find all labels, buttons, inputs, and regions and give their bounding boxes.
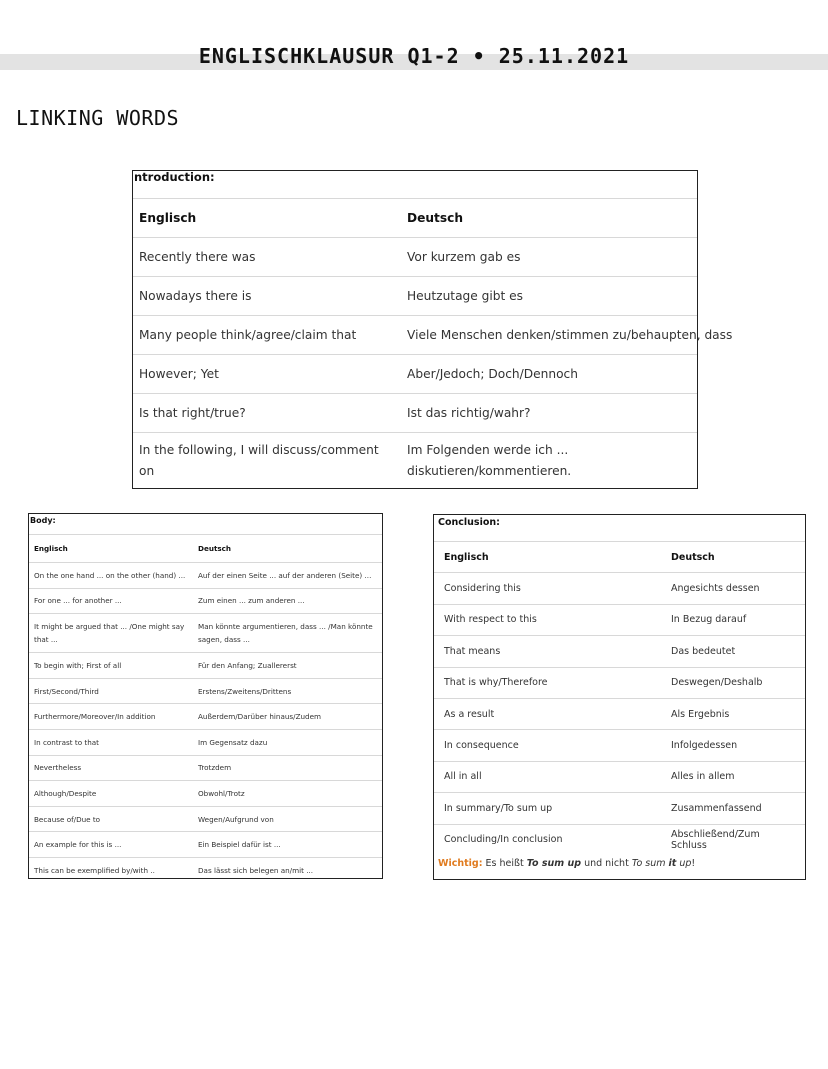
body-table-box [28, 513, 383, 879]
important-note [434, 855, 805, 869]
cell-english: First/Second/Third [29, 678, 193, 704]
note-wrong-phrase-end: up [676, 857, 692, 869]
cell-english: Although/Despite [29, 781, 193, 807]
cell-german: Zusammenfassend [661, 793, 805, 824]
cell-english: In the following, I will discuss/comment on [133, 433, 401, 489]
cell-german: Obwohl/Trotz [193, 781, 382, 807]
cell-english: This can be exemplified by/with .. [29, 857, 193, 882]
note-text: Es heißt [482, 857, 527, 869]
table-row [133, 355, 697, 394]
cell-german: Das lässt sich belegen an/mit ... [193, 857, 382, 882]
conclusion-table-box [433, 514, 806, 880]
introduction-title: ntroduction: [134, 170, 215, 184]
cell-english: Nowadays there is [133, 277, 401, 316]
table-row [29, 563, 382, 589]
cell-english: An example for this is ... [29, 832, 193, 858]
cell-german: Außerdem/Darüber hinaus/Zudem [193, 704, 382, 730]
cell-german: Auf der einen Seite ... auf der anderen (Seite) ... [193, 563, 382, 589]
section-heading: LINKING WORDS [16, 106, 180, 130]
introduction-table [133, 198, 733, 488]
table-row [29, 678, 382, 704]
cell-german: Vor kurzem gab es [401, 238, 697, 277]
cell-german: Im Gegensatz dazu [193, 729, 382, 755]
table-row [434, 604, 805, 635]
cell-english: On the one hand ... on the other (hand) ... [29, 563, 193, 589]
cell-german: Infolgedessen [661, 730, 805, 761]
cell-english: Considering this [434, 573, 661, 604]
column-header-deutsch: Deutsch [401, 199, 697, 238]
table-row [133, 394, 697, 433]
table-row [434, 730, 805, 761]
table-header-row [29, 535, 382, 563]
cell-english: Concluding/In conclusion [434, 824, 661, 855]
table-row [434, 636, 805, 667]
cell-german: Trotzdem [193, 755, 382, 781]
cell-german: In Bezug darauf [661, 604, 805, 635]
cell-german: Heutzutage gibt es [401, 277, 697, 316]
table-row [29, 755, 382, 781]
table-row [29, 729, 382, 755]
column-header-englisch: Englisch [133, 199, 401, 238]
cell-german: Ist das richtig/wahr? [401, 394, 697, 433]
cell-german: Aber/Jedoch; Doch/Dennoch [401, 355, 697, 394]
cell-german: Im Folgenden werde ich ... diskutieren/kommentieren. [401, 433, 697, 489]
column-header-deutsch: Deutsch [193, 535, 382, 563]
cell-german: Ein Beispiel dafür ist ... [193, 832, 382, 858]
cell-german: Angesichts dessen [661, 573, 805, 604]
note-text: ! [691, 857, 696, 869]
table-row [133, 277, 697, 316]
conclusion-table [434, 541, 805, 855]
cell-german: Viele Menschen denken/stimmen zu/behaupten, dass [401, 316, 697, 355]
body-title: Body: [30, 516, 56, 525]
table-row [133, 238, 697, 277]
cell-english: Because of/Due to [29, 806, 193, 832]
table-row [434, 667, 805, 698]
cell-german: Zum einen ... zum anderen ... [193, 588, 382, 614]
cell-english: In consequence [434, 730, 661, 761]
cell-english: Many people think/agree/claim that [133, 316, 401, 355]
table-row [133, 433, 697, 489]
table-header-row [133, 199, 697, 238]
table-row [29, 704, 382, 730]
table-header-row [434, 542, 805, 573]
cell-german: Für den Anfang; Zuallererst [193, 653, 382, 679]
cell-german: Deswegen/Deshalb [661, 667, 805, 698]
cell-german: Das bedeutet [661, 636, 805, 667]
body-table [29, 534, 382, 883]
table-row [434, 573, 805, 604]
cell-german: Abschließend/Zum Schluss [661, 824, 805, 855]
cell-english: All in all [434, 761, 661, 792]
cell-english: With respect to this [434, 604, 661, 635]
table-row [29, 806, 382, 832]
table-row [29, 832, 382, 858]
column-header-deutsch: Deutsch [661, 542, 805, 573]
column-header-englisch: Englisch [434, 542, 661, 573]
note-wrong-word: it [668, 857, 677, 869]
cell-english: To begin with; First of all [29, 653, 193, 679]
cell-german: Als Ergebnis [661, 698, 805, 729]
table-row [29, 857, 382, 882]
conclusion-title: Conclusion: [438, 517, 500, 528]
table-row [133, 316, 697, 355]
cell-english: That is why/Therefore [434, 667, 661, 698]
cell-german: Man könnte argumentieren, dass ... /Man könnte sagen, dass ... [193, 614, 382, 653]
table-row [29, 653, 382, 679]
table-row [29, 781, 382, 807]
column-header-englisch: Englisch [29, 535, 193, 563]
cell-english: As a result [434, 698, 661, 729]
table-row [434, 698, 805, 729]
table-row [29, 614, 382, 653]
note-text: und nicht [581, 857, 632, 869]
cell-english: In summary/To sum up [434, 793, 661, 824]
table-row [434, 761, 805, 792]
cell-english: Is that right/true? [133, 394, 401, 433]
note-label: Wichtig: [438, 857, 483, 869]
cell-english: Nevertheless [29, 755, 193, 781]
cell-english: For one ... for another ... [29, 588, 193, 614]
cell-english: That means [434, 636, 661, 667]
introduction-table-box [132, 170, 733, 489]
cell-german: Wegen/Aufgrund von [193, 806, 382, 832]
note-correct-phrase: To sum up [526, 857, 582, 869]
cell-english: In contrast to that [29, 729, 193, 755]
cell-german: Alles in allem [661, 761, 805, 792]
document-title: ENGLISCHKLAUSUR Q1-2 • 25.11.2021 [198, 44, 630, 68]
note-wrong-phrase: To sum [631, 857, 669, 869]
table-row [434, 824, 805, 855]
cell-english: Furthermore/Moreover/In addition [29, 704, 193, 730]
cell-german: Erstens/Zweitens/Drittens [193, 678, 382, 704]
cell-english: It might be argued that ... /One might say that ... [29, 614, 193, 653]
table-row [29, 588, 382, 614]
cell-english: However; Yet [133, 355, 401, 394]
cell-english: Recently there was [133, 238, 401, 277]
table-row [434, 793, 805, 824]
